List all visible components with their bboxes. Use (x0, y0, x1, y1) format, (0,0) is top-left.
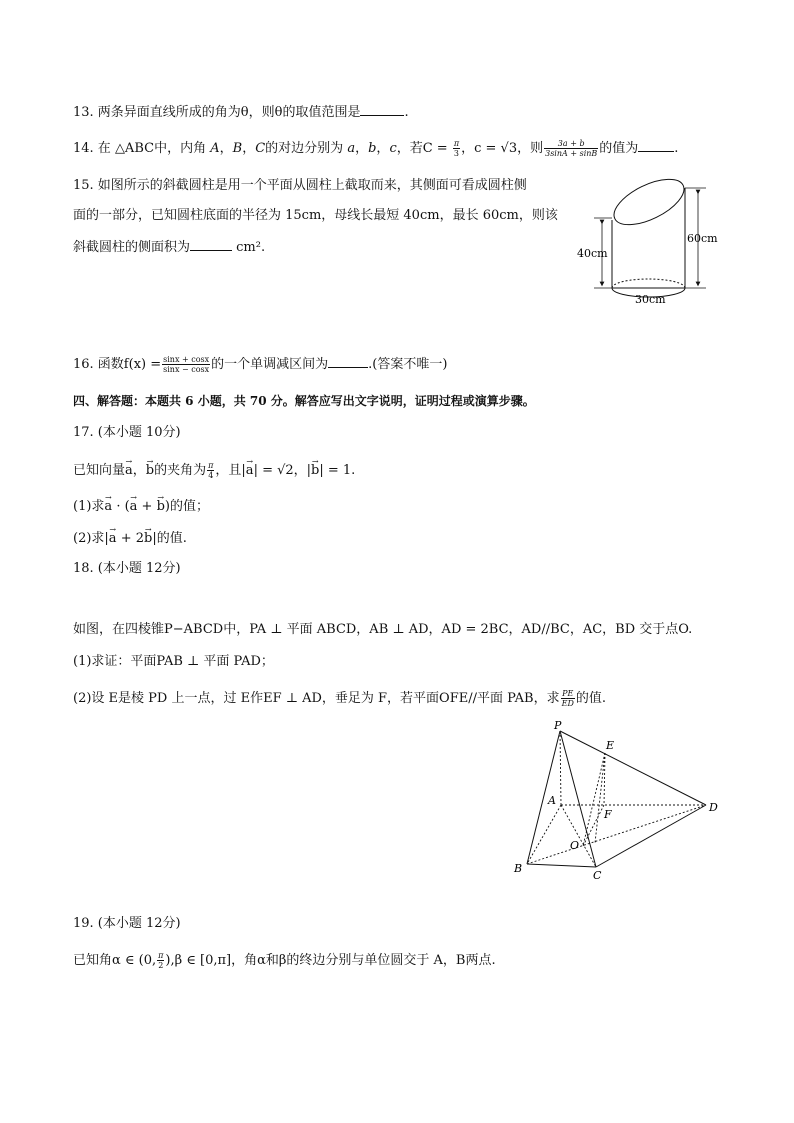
q19-title: 19. (本小题 12分) (73, 916, 181, 931)
q17-statement (73, 461, 355, 480)
q17-p2-c: |的值. (152, 531, 187, 546)
q15-line-1: 15. 如图所示的斜截圆柱是用一个平面从圆柱上截取而来，其侧面可看成圆柱侧 (73, 178, 527, 193)
vertex-C: C (593, 869, 602, 882)
q17-p1-b: · ( (112, 499, 130, 514)
vertex-D: D (709, 801, 718, 814)
q14-var-A: A (210, 141, 220, 156)
fraction-expression: $\frac{3a + b}{3\sin A + \sin B}$ (545, 139, 598, 158)
q18-p2-end: 的值. (575, 691, 607, 706)
label-40cm: 40cm (577, 247, 608, 260)
vector-b: → b (146, 462, 154, 480)
q14-var-a: a (347, 141, 356, 156)
q18-part-2 (73, 689, 606, 708)
q17-text-d: | = √2，| (253, 463, 312, 478)
vertex-P: P (554, 719, 562, 732)
q14-prefix: 14. 在 △ABC中，内角 (73, 141, 207, 156)
pyramid-figure (510, 718, 730, 883)
q14-cond: ，若C = (396, 141, 448, 156)
q16-prefix: 16. 函数f(x) = (73, 357, 162, 372)
point-F: F (604, 808, 612, 821)
point-E: E (606, 739, 615, 752)
q13-text: 13. 两条异面直线所成的角为θ，则θ的取值范围是 (73, 105, 361, 120)
question-16 (73, 355, 447, 374)
q14-var-B: B (232, 141, 243, 156)
q17-text-a: 已知向量 (73, 463, 126, 478)
vector-b: → b (144, 530, 152, 548)
q14-mid: 的对边分别为 (265, 141, 344, 156)
vector-b: → b (157, 498, 165, 516)
q14-end: . (674, 141, 679, 156)
fraction-function: $\frac{\sin x + \cos x}{\sin x - \cos x}$ (163, 355, 210, 374)
answer-blank (638, 139, 674, 152)
q19-text-b: ),β ∈ [0,π]，角α和β的终边分别与单位圆交于 A，B两点. (165, 953, 496, 968)
q17-text-b: 的夹角为 (154, 463, 207, 478)
q14-var-C: C (255, 141, 266, 156)
point-O: O (570, 839, 580, 852)
vector-b: → b (311, 462, 319, 480)
q14-var-b: b (368, 141, 377, 156)
question-13 (73, 103, 409, 122)
q19-statement (73, 951, 496, 970)
vector-a: → a (125, 462, 133, 480)
q17-text-c: ，且| (215, 463, 246, 478)
q15-unit: cm². (236, 240, 266, 255)
q17-p2-b: + 2 (116, 531, 144, 546)
oblique-cylinder-figure (574, 168, 734, 308)
q14-tail: 的值为 (599, 141, 639, 156)
q16-end: .(答案不唯一) (368, 357, 448, 372)
fraction-pi-over-3: $\frac{\pi}{3}$ (453, 139, 460, 158)
fraction-pi-over-4: $\frac{\pi}{4}$ (208, 461, 214, 480)
top-ellipse (607, 170, 690, 234)
q17-p2-a: (2)求| (73, 531, 109, 546)
label-60cm: 60cm (687, 232, 718, 245)
q18-p2-text: (2)设 E是棱 PD 上一点，过 E作EF ⊥ AD，垂足为 F，若平面OFE//平面 PAB，求 (73, 691, 560, 706)
q17-part-2 (73, 530, 187, 548)
q15-line-3 (73, 238, 265, 257)
vector-a: → a (246, 462, 254, 480)
section-header: 四、解答题：本题共 6 小题，共 70 分。解答应写出文字说明，证明过程或演算步骤。 (73, 394, 535, 408)
q15-line3-text: 斜截圆柱的侧面积为 (73, 240, 191, 255)
q15-line-2: 面的一部分，已知圆柱底面的半径为 15cm，母线长最短 40cm，最长 60cm，则该 (73, 208, 558, 223)
q18-statement: 如图，在四棱锥P−ABCD中，PA ⊥ 平面 ABCD，AB ⊥ AD，AD = 2BC，AD//BC，AC，BD 交于点O. (73, 622, 693, 637)
q17-comma: ， (132, 463, 146, 478)
q17-p1-d: )的值； (164, 499, 209, 514)
vector-a: → a (130, 498, 138, 516)
vector-a: → a (104, 498, 112, 516)
q17-p1-c: + (137, 499, 157, 514)
answer-blank (328, 355, 368, 368)
vector-a: → a (109, 530, 117, 548)
q18-title: 18. (本小题 12分) (73, 561, 181, 576)
fraction-pi-over-2: $\frac{\pi}{2}$ (158, 951, 164, 970)
fraction-pe-ed: $\frac{PE}{ED}$ (561, 689, 574, 708)
bottom-ellipse-back (612, 279, 685, 288)
answer-blank (190, 238, 232, 251)
q19-text-a: 已知角α ∈ (0, (73, 953, 157, 968)
vertex-A: A (548, 794, 556, 807)
answer-blank (360, 103, 404, 116)
q13-end: . (404, 105, 409, 120)
q18-part-1: (1)求证：平面PAB ⊥ 平面 PAD； (73, 654, 274, 669)
q17-title: 17. (本小题 10分) (73, 425, 181, 440)
q17-part-1 (73, 498, 209, 516)
question-14: 14. 在 △ABC中，内角 A，B，C的对边分别为 a，b，c，若C = $\frac{\pi}{3}$ ，c = √3，则 $\frac{3a + b}{3\sin A + \sin B}$ 的值为 . (73, 139, 679, 158)
q14-var-c: c (389, 141, 397, 156)
q14-cond2: ，c = √3，则 (461, 141, 544, 156)
q16-tail: 的一个单调减区间为 (211, 357, 329, 372)
vertex-B: B (514, 862, 523, 875)
q17-text-e: | = 1. (319, 463, 356, 478)
label-30cm: 30cm (635, 293, 666, 306)
q17-p1-a: (1)求 (73, 499, 105, 514)
